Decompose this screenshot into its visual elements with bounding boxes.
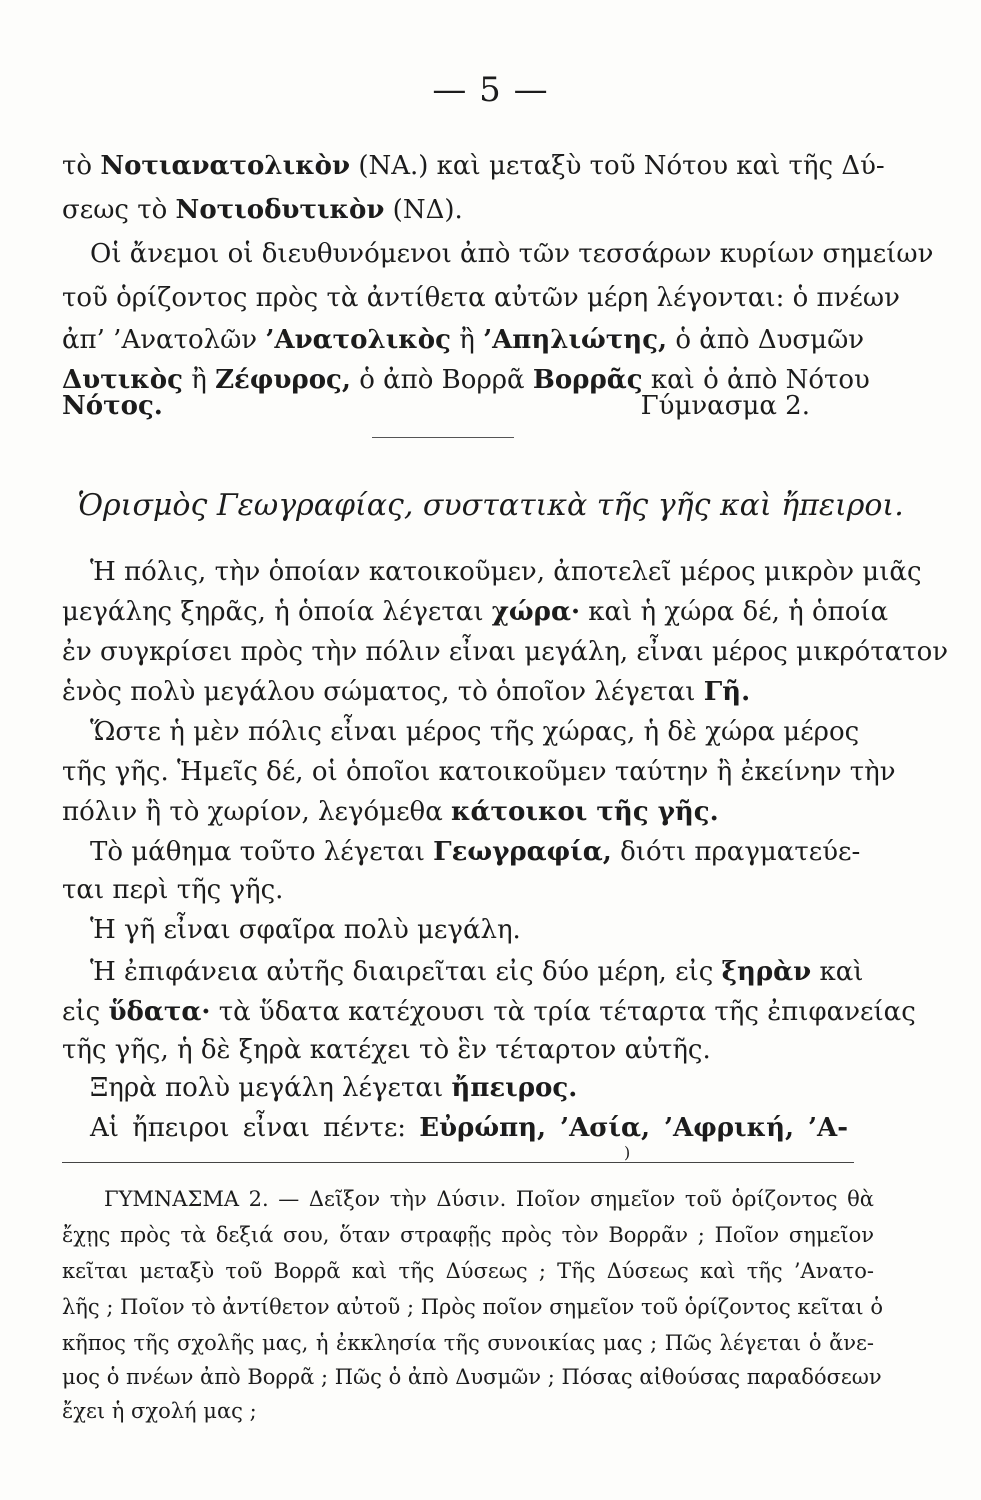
text-line: Ἡ πόλις, τὴν ὁποίαν κατοικοῦμεν, ἀποτελεῖ μέρος μικρὸν μιᾶς bbox=[90, 557, 922, 587]
bold-term: Γῆ. bbox=[703, 677, 751, 707]
text-line: μεγάλης ξηρᾶς, ἡ ὁποία λέγεται χώρα· καὶ ἡ χώρα δέ, ἡ ὁποία bbox=[62, 597, 889, 627]
footnote-line: ἔχῃς πρὸς τὰ δεξιά σου, ὅταν στραφῇς πρὸς τὸν Βορρᾶν ; Ποῖον σημεῖον bbox=[62, 1223, 874, 1247]
bold-term: ἤπειρος. bbox=[451, 1073, 578, 1103]
text-line: ται περὶ τῆς γῆς. bbox=[62, 875, 284, 905]
separator-rule bbox=[372, 437, 514, 438]
text-line: τὸ Νοτιανατολικὸν (ΝΑ.) καὶ μεταξὺ τοῦ Νότου καὶ τῆς Δύ- bbox=[62, 151, 885, 181]
text-line: ἐν συγκρίσει πρὸς τὴν πόλιν εἶναι μεγάλη, εἶναι μέρος μικρότατον bbox=[62, 637, 949, 667]
text-line: τῆς γῆς, ἡ δὲ ξηρὰ κατέχει τὸ ἓν τέταρτον αὐτῆς. bbox=[62, 1035, 711, 1065]
text-line: τοῦ ὁρίζοντος πρὸς τὰ ἀντίθετα αὐτῶν μέρη λέγονται: ὁ πνέων bbox=[62, 283, 900, 313]
bold-term: ὕδατα· bbox=[108, 997, 211, 1027]
text-line: Ὥστε ἡ μὲν πόλις εἶναι μέρος τῆς χώρας, ἡ δὲ χώρα μέρος bbox=[90, 717, 860, 747]
bold-term: Δυτικὸς bbox=[62, 365, 183, 395]
bold-term: Νότος. bbox=[62, 391, 163, 421]
text-line: τῆς γῆς. Ἡμεῖς δέ, οἱ ὁποῖοι κατοικοῦμεν ταύτην ἢ ἐκείνην τὴν bbox=[62, 757, 896, 787]
footnote-line: κῆπος τῆς σχολῆς μας, ἡ ἐκκλησία τῆς συνοικίας μας ; Πῶς λέγεται ὁ ἄνε- bbox=[62, 1331, 874, 1355]
text-line: Οἱ ἄνεμοι οἱ διευθυνόμενοι ἀπὸ τῶν τεσσάρων κυρίων σημείων bbox=[90, 239, 934, 269]
bold-term: χώρα· bbox=[491, 597, 581, 627]
text-line: πόλιν ἢ τὸ χωρίον, λεγόμεθα κάτοικοι τῆς γῆς. bbox=[62, 797, 719, 827]
footnote-line: κεῖται μεταξὺ τοῦ Βορρᾶ καὶ τῆς Δύσεως ; Τῆς Δύσεως καὶ τῆς ’Ανατο- bbox=[62, 1259, 874, 1283]
footnote-rule bbox=[62, 1162, 854, 1163]
bold-term: Ζέφυρος, bbox=[215, 365, 351, 395]
bold-term: κάτοικοι τῆς γῆς. bbox=[451, 797, 719, 827]
footnote-line: ΓΥΜΝΑΣΜΑ 2. — Δεῖξον τὴν Δύσιν. Ποῖον σημεῖον τοῦ ὁρίζοντος θὰ bbox=[104, 1187, 874, 1211]
text-line: ἀπ’ ’Ανατολῶν ’Ανατολικὸς ἢ ’Απηλιώτης, ὁ ἀπὸ Δυσμῶν bbox=[62, 325, 865, 355]
text-line: Ξηρὰ πολὺ μεγάλη λέγεται ἤπειρος. bbox=[90, 1073, 578, 1103]
text-line: εἰς ὕδατα· τὰ ὕδατα κατέχουσι τὰ τρία τέταρτα τῆς ἐπιφανείας bbox=[62, 997, 916, 1027]
text-line: Τὸ μάθημα τοῦτο λέγεται Γεωγραφία, διότι πραγματεύε- bbox=[90, 837, 861, 867]
footnote-line: μος ὁ πνέων ἀπὸ Βορρᾶ ; Πῶς ὁ ἀπὸ Δυσμῶν ; Πόσας αἰθούσας παραδόσεων bbox=[62, 1365, 882, 1389]
bold-term: Νοτιοδυτικὸν bbox=[175, 195, 385, 225]
bold-term: ’Ανατολικὸς bbox=[265, 325, 451, 355]
footnote-line: ἔχει ἡ σχολή μας ; bbox=[62, 1399, 257, 1423]
bold-term: Γεωγραφία, bbox=[433, 837, 612, 867]
exercise-ref: Γύμνασμα 2. bbox=[640, 391, 810, 421]
printer-mark: ) bbox=[624, 1143, 631, 1162]
section-heading: Ὁρισμὸς Γεωγραφίας, συστατικὰ τῆς γῆς καὶ ἤπειροι. bbox=[77, 488, 904, 523]
bold-term: Νοτιανατολικὸν bbox=[100, 151, 351, 181]
bold-term: ξηρὰν bbox=[721, 957, 812, 987]
text-line: σεως τὸ Νοτιοδυτικὸν (ΝΔ). bbox=[62, 195, 463, 225]
text-line: Ἡ γῆ εἶναι σφαῖρα πολὺ μεγάλη. bbox=[90, 915, 521, 945]
text-line: Δυτικὸς ἢ Ζέφυρος, ὁ ἀπὸ Βορρᾶ Βορρᾶς καὶ ὁ ἀπὸ Νότου bbox=[62, 365, 870, 395]
bold-term: Εὐρώπη, ’Ασία, ’Αφρική, ’Α- bbox=[419, 1113, 848, 1143]
bold-term: Βορρᾶς bbox=[532, 365, 643, 395]
text-line: Αἱ ἤπειροι εἶναι πέντε: Εὐρώπη, ’Ασία, ’Αφρική, ’Α- bbox=[90, 1113, 848, 1143]
bold-term: ’Απηλιώτης, bbox=[483, 325, 668, 355]
footnote-line: λῆς ; Ποῖον τὸ ἀντίθετον αὐτοῦ ; Πρὸς ποῖον σημεῖον τοῦ ὁρίζοντος κεῖται ὁ bbox=[62, 1295, 883, 1319]
text-line: Ἡ ἐπιφάνεια αὐτῆς διαιρεῖται εἰς δύο μέρη, εἰς ξηρὰν καὶ bbox=[90, 957, 864, 987]
text-line: ἑνὸς πολὺ μεγάλου σώματος, τὸ ὁποῖον λέγεται Γῆ. bbox=[62, 677, 751, 707]
page-number: — 5 — bbox=[432, 70, 549, 110]
